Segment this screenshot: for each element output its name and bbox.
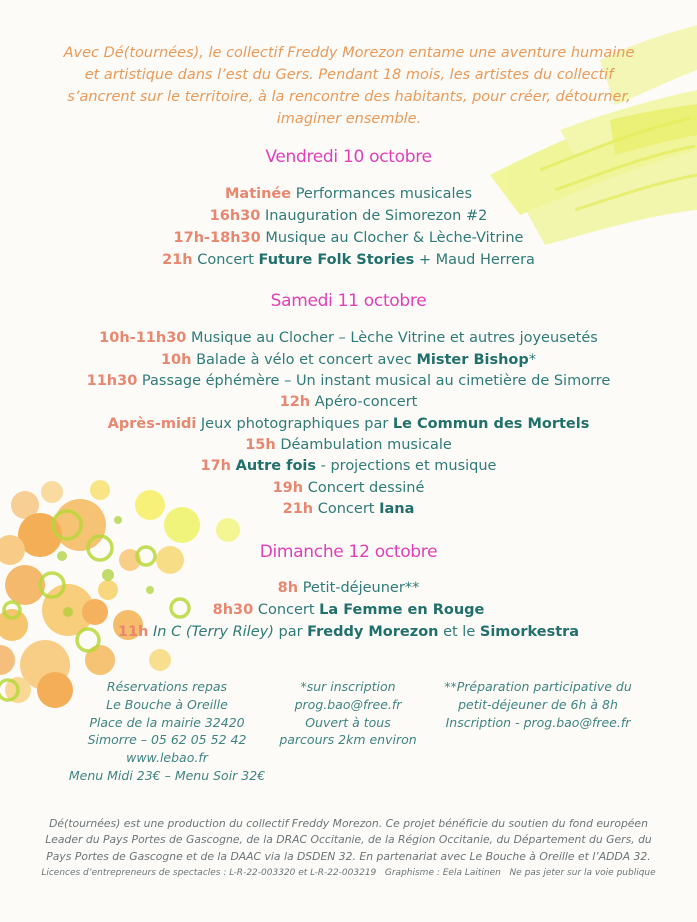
event-text: Jeux photographiques par bbox=[200, 416, 389, 432]
info-line: Simorre – 05 62 05 52 42 bbox=[87, 732, 247, 748]
event-row bbox=[0, 328, 697, 349]
intro-line-3: s’ancrent sur le territoire, à la rencontre des habitants, pour créer, détourner, bbox=[67, 89, 631, 105]
info-line: Menu Midi 23€ – Menu Soir 32€ bbox=[68, 767, 266, 783]
footer-line: Dé(tournées) est une production du collectif Freddy Morezon. Ce projet bénéficie du soutien du fond européen bbox=[49, 817, 648, 830]
intro-line-4: imaginer ensemble. bbox=[276, 111, 422, 127]
event-text: Concert bbox=[197, 252, 254, 268]
event-row bbox=[0, 578, 697, 599]
event-row bbox=[0, 600, 697, 621]
event-time: 12h bbox=[279, 394, 311, 410]
event-text: + Maud Herrera bbox=[418, 252, 535, 268]
work-title: In C (Terry Riley) bbox=[153, 624, 274, 640]
event-time: 11h bbox=[117, 624, 149, 640]
info-inscription bbox=[262, 678, 434, 749]
info-line: *sur inscription bbox=[300, 679, 396, 694]
event-text: Balade à vélo et concert avec bbox=[196, 352, 412, 368]
event-time: 10h-11h30 bbox=[99, 330, 187, 346]
event-row bbox=[0, 392, 697, 413]
event-text: et le bbox=[443, 624, 476, 640]
info-breakfast bbox=[430, 678, 646, 731]
disposal-notice: Ne pas jeter sur la voie publique bbox=[509, 868, 656, 879]
event-row bbox=[0, 350, 697, 371]
artist-name: Future Folk Stories bbox=[258, 252, 415, 268]
event-row bbox=[0, 622, 697, 643]
event-time: Après-midi bbox=[107, 416, 197, 432]
credits-footer bbox=[40, 816, 657, 882]
artist-name: Iana bbox=[379, 501, 415, 517]
event-time: Matinée bbox=[224, 186, 292, 202]
event-row bbox=[0, 414, 697, 435]
artist-name: Le Commun des Mortels bbox=[392, 416, 590, 432]
event-text: Apéro-concert bbox=[314, 394, 418, 410]
saturday-title: Samedi 11 octobre bbox=[270, 291, 427, 311]
info-line[interactable]: www.lebao.fr bbox=[126, 750, 208, 766]
event-time: 19h bbox=[272, 480, 304, 496]
artist-name: La Femme en Rouge bbox=[319, 602, 485, 618]
event-text: Inauguration de Simorezon #2 bbox=[264, 208, 488, 224]
event-text: Musique au Clocher – Lèche Vitrine et autres joyeusetés bbox=[190, 330, 598, 346]
friday-title: Vendredi 10 octobre bbox=[265, 147, 432, 167]
event-time: 17h-18h30 bbox=[173, 230, 261, 246]
info-reservations bbox=[52, 678, 282, 785]
info-line: Ouvert à tous bbox=[305, 714, 391, 730]
event-time: 16h30 bbox=[209, 208, 261, 224]
info-line: parcours 2km environ bbox=[279, 732, 417, 748]
event-text: Passage éphémère – Un instant musical au cimetière de Simorre bbox=[141, 373, 611, 389]
event-row bbox=[0, 184, 697, 205]
event-row bbox=[0, 499, 697, 520]
intro-paragraph bbox=[60, 42, 638, 130]
event-text: * bbox=[528, 352, 537, 368]
info-line: **Préparation participative du bbox=[444, 679, 632, 694]
info-line: Place de la mairie 32420 bbox=[89, 714, 245, 730]
info-line: Le Bouche à Oreille bbox=[106, 696, 228, 712]
footer-line: Pays Portes de Gascogne et de la DAAC via la DSDEN 32. En partenariat avec Le Bouche à Oreille et l’ADDA 32. bbox=[46, 849, 651, 863]
artist-name: Autre fois bbox=[235, 458, 317, 474]
intro-line-1: Avec Dé(tournées), le collectif Freddy Morezon entame une aventure humaine bbox=[63, 45, 635, 61]
event-time: 10h bbox=[160, 352, 192, 368]
info-line[interactable]: prog.bao@free.fr bbox=[294, 696, 402, 712]
intro-line-2: et artistique dans l’est du Gers. Pendant 18 mois, les artistes du collectif bbox=[84, 67, 614, 83]
event-text: Petit-déjeuner** bbox=[302, 580, 420, 596]
sunday-title: Dimanche 12 octobre bbox=[259, 542, 438, 562]
event-time: 15h bbox=[245, 437, 276, 453]
event-time: 17h bbox=[200, 458, 232, 474]
info-line: Réservations repas bbox=[106, 679, 228, 694]
event-time: 8h30 bbox=[212, 602, 254, 618]
event-text: par bbox=[278, 624, 303, 640]
event-time: 21h bbox=[282, 501, 314, 517]
event-row bbox=[0, 371, 697, 392]
licences-text: Licences d’entrepreneurs de spectacles : L-R-22-003320 et L-R-22-003219 bbox=[41, 868, 377, 879]
event-time: 11h30 bbox=[86, 373, 138, 389]
event-text: Performances musicales bbox=[295, 186, 473, 202]
event-row bbox=[0, 206, 697, 227]
footer-line: Leader du Pays Portes de Gascogne, de la DRAC Occitanie, de la Région Occitanie, du Département du Gers, du bbox=[45, 833, 652, 847]
event-row bbox=[0, 435, 697, 456]
artist-name: Mister Bishop bbox=[416, 352, 529, 368]
event-text: Déambulation musicale bbox=[280, 437, 452, 453]
footer-licences-line bbox=[40, 865, 657, 881]
artist-name: Freddy Morezon bbox=[307, 624, 439, 640]
event-time: 21h bbox=[162, 252, 193, 268]
event-row bbox=[0, 250, 697, 271]
event-text: - projections et musique bbox=[320, 458, 497, 474]
event-text: Musique au Clocher & Lèche-Vitrine bbox=[265, 230, 524, 246]
info-line: petit-déjeuner de 6h à 8h bbox=[458, 696, 618, 712]
artist-name: Simorkestra bbox=[479, 624, 580, 640]
event-row bbox=[0, 456, 697, 477]
event-text: Concert dessiné bbox=[307, 480, 425, 496]
graphisme-credit: Graphisme : Eela Laitinen bbox=[384, 868, 501, 879]
event-row bbox=[0, 478, 697, 499]
event-text: Concert bbox=[317, 501, 375, 517]
info-line: Inscription - prog.bao@free.fr bbox=[445, 714, 631, 730]
event-row bbox=[0, 228, 697, 249]
event-text: Concert bbox=[257, 602, 315, 618]
event-time: 8h bbox=[277, 580, 299, 596]
